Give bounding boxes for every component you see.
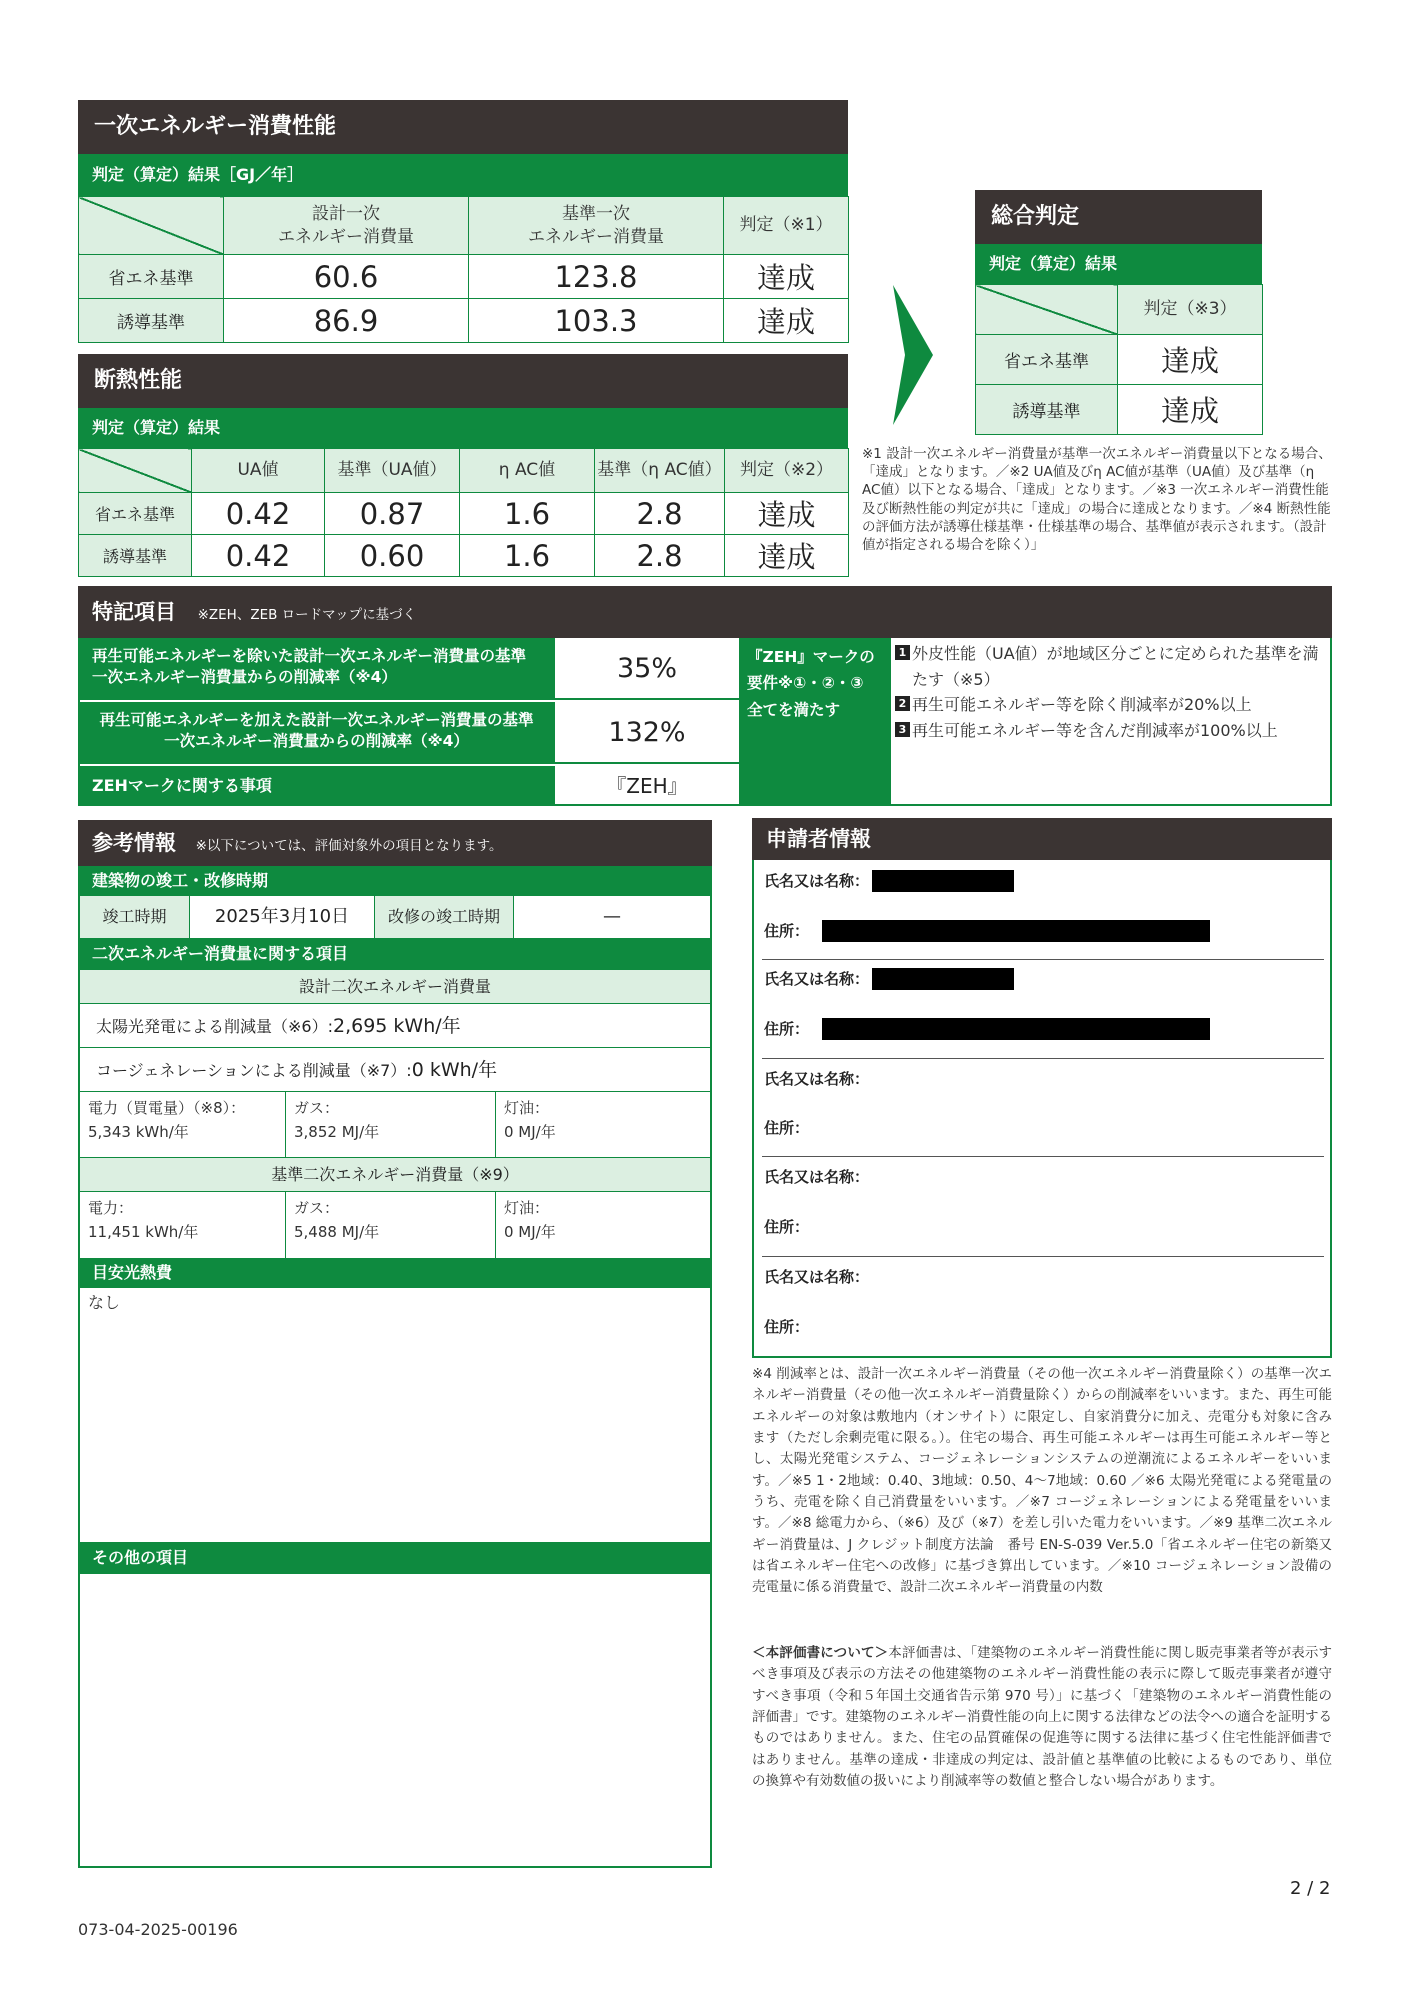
reference-title-bar: [78, 820, 712, 866]
requirement-2: 再生可能エネルギー等を除く削減率が20%以上: [912, 695, 1252, 715]
about-block: [752, 1643, 1332, 1792]
reference-title: 参考情報: [92, 831, 176, 855]
design-elec-value: 5,343 kWh/年: [88, 1123, 189, 1141]
col-ua-std: 基準（UA値）: [325, 449, 460, 493]
divider: [762, 959, 1324, 960]
std-oil-label: 灯油：: [504, 1199, 550, 1217]
insulation-subtitle: 判定（算定）結果: [92, 418, 221, 437]
applicant-1-address-redacted: [822, 920, 1210, 942]
completion-value: 2025年3月10日: [214, 906, 350, 927]
overall-subtitle: 判定（算定）結果: [989, 254, 1118, 273]
overall-title: 総合判定: [991, 204, 1080, 229]
applicant-4-address-label: 住所：: [764, 1218, 810, 1236]
notes-bottom: ※4 削減率とは、設計一次エネルギー消費量（その他一次エネルギー消費量除く）の基準一次エネルギー消費量（その他一次エネルギー消費量除く）からの削減率をいいます。また、再生可能エネルギーの対象は敷地内（オンサイト）に限定し、自家消費分に加え、売電分も対象に含みます（ただし余剰売電に限る。）。住宅の場合、再生可能エネルギーは再生可能エネルギー等とし、太陽光発電システム、コージェネレーションシステムの逆潮流によるエネルギーをいいます。／※5 1・2地域：0.40、3地域：0.50、4～7地域：0.60 ／※6 太陽光発電による発電量のうち、売電を除く自己消費量をいいます。／※7 コージェネレーションによる発電量をいいます。／※8 総電力から、（※6）及び（※7）を差し引いた電力をいいます。／※9 基準二次エネルギー消費量は、J クレジット制度方法論 番号 EN-S-039 Ver.5.0「省エネルギー住宅の新築又は省エネルギー住宅への改修」に基づき算出しています。／※10 コージェネレーション設備の売電量に係る消費量で、設計二次エネルギー消費量の内数: [752, 1366, 1332, 1596]
table-row: [976, 335, 1263, 385]
number-1-icon: 1: [895, 645, 910, 660]
special-title: 特記項目: [92, 600, 176, 624]
judge-value: 達成: [1118, 385, 1263, 435]
insulation-subtitle-bar: [78, 408, 848, 448]
about-title: ＜本評価書について＞: [752, 1645, 889, 1661]
applicant-1-name-label: 氏名又は名称：: [764, 872, 870, 890]
judge-value: 達成: [1118, 335, 1263, 385]
table-row: [79, 255, 849, 299]
eta-std-value: 2.8: [595, 493, 725, 535]
std-gas-cell: [286, 1192, 496, 1258]
table-row: [79, 535, 849, 577]
std-oil-value: 0 MJ/年: [504, 1223, 556, 1241]
applicant-5-address-label: 住所：: [764, 1318, 810, 1336]
eta-value: 1.6: [460, 535, 595, 577]
row-label: 誘導基準: [79, 299, 224, 343]
design-value: 86.9: [224, 299, 469, 343]
heat-cost-value: なし: [88, 1293, 121, 1312]
std-gas-value: 5,488 MJ/年: [294, 1223, 380, 1241]
completion-label: 竣工時期: [80, 896, 190, 938]
applicant-3-name-label: 氏名又は名称：: [764, 1070, 870, 1088]
primary-energy-subtitle-bar: [78, 154, 848, 196]
special-title-bar: [78, 586, 1332, 638]
design-gas-cell: [286, 1092, 496, 1158]
applicant-2-address-label: 住所：: [764, 1020, 810, 1038]
design-oil-label: 灯油：: [504, 1099, 550, 1117]
design-oil-cell: [496, 1092, 710, 1158]
row-label: 省エネ基準: [976, 335, 1118, 385]
design-oil-value: 0 MJ/年: [504, 1123, 556, 1141]
standard-value: 103.3: [469, 299, 724, 343]
design-gas-value: 3,852 MJ/年: [294, 1123, 380, 1141]
arrow-right-icon: [893, 285, 933, 425]
applicant-5-name-label: 氏名又は名称：: [764, 1268, 870, 1286]
other-header: その他の項目: [78, 1542, 712, 1574]
secondary-header: 二次エネルギー消費量に関する項目: [78, 938, 712, 970]
ua-value: 0.42: [192, 493, 325, 535]
col-design-primary: 設計一次 エネルギー消費量: [224, 197, 469, 255]
col-judge-primary: 判定（※1）: [724, 197, 849, 255]
cogen-label: コージェネレーションによる削減量（※7）:: [96, 1061, 412, 1080]
design-gas-label: ガス：: [294, 1099, 340, 1117]
col-judge-insulation: 判定（※2）: [725, 449, 849, 493]
table-row: [79, 299, 849, 343]
judge-value: 達成: [724, 255, 849, 299]
std-elec-label: 電力：: [88, 1199, 134, 1217]
divider: [762, 1156, 1324, 1157]
applicant-title: 申請者情報: [766, 827, 871, 851]
special-row2-value: 132%: [555, 702, 739, 764]
primary-energy-table: [78, 196, 849, 343]
design-secondary-label: 設計二次エネルギー消費量: [80, 970, 710, 1004]
col-ua: UA値: [192, 449, 325, 493]
row-label: 誘導基準: [79, 535, 192, 577]
diagonal-corner-cell: [79, 197, 224, 255]
ua-std-value: 0.87: [325, 493, 460, 535]
table-row: [976, 385, 1263, 435]
number-3-icon: 3: [895, 722, 910, 737]
completion-header: 建築物の竣工・改修時期: [78, 866, 712, 896]
design-elec-cell: [80, 1092, 286, 1158]
design-value: 60.6: [224, 255, 469, 299]
number-2-icon: 2: [895, 696, 910, 711]
std-elec-value: 11,451 kWh/年: [88, 1223, 199, 1241]
row-label: 省エネ基準: [79, 255, 224, 299]
ua-std-value: 0.60: [325, 535, 460, 577]
judge-value: 達成: [725, 535, 849, 577]
notes-top: ※1 設計一次エネルギー消費量が基準一次エネルギー消費量以下となる場合、「達成」となります。／※2 UA値及びη AC値が基準（UA値）及び基準（η AC値）以下となる場合、「達成」となります。／※3 一次エネルギー消費性能及び断熱性能の判定が共に「達成」の場合に達成となります。／※4 断熱性能の評価方法が誘導仕様基準・仕様基準の場合、基準値が表示されます。（設計値が指定される場合を除く）」: [862, 446, 1332, 554]
std-elec-cell: [80, 1192, 286, 1258]
applicant-1-name-redacted: [872, 870, 1014, 892]
special-row3-label: ZEHマークに関する事項: [78, 766, 555, 806]
page-number: 2 / 2: [1290, 1878, 1331, 1899]
std-oil-cell: [496, 1192, 710, 1258]
col-judge-overall: 判定（※3）: [1118, 285, 1263, 335]
zeh-mark-label: 『ZEH』マークの要件※①・②・③ 全てを満たす: [739, 638, 891, 806]
overall-table: [975, 284, 1263, 435]
special-row3-value: 『ZEH』: [606, 774, 688, 798]
special-row2-label: 再生可能エネルギーを加えた設計一次エネルギー消費量の基準一次エネルギー消費量からの削減率（※4）: [78, 702, 555, 764]
applicant-title-bar: [752, 818, 1332, 860]
cogen-value: 0 kWh/年: [411, 1059, 498, 1081]
applicant-4-name-label: 氏名又は名称：: [764, 1168, 870, 1186]
judge-value: 達成: [724, 299, 849, 343]
judge-value: 達成: [725, 493, 849, 535]
insulation-title: 断熱性能: [94, 368, 183, 393]
applicant-2-address-redacted: [822, 1018, 1210, 1040]
applicant-2-name-label: 氏名又は名称：: [764, 970, 870, 988]
applicant-3-address-label: 住所：: [764, 1119, 810, 1137]
table-row: [79, 493, 849, 535]
applicant-2-name-redacted: [872, 968, 1014, 990]
solar-value: 2,695 kWh/年: [332, 1015, 461, 1037]
ua-value: 0.42: [192, 535, 325, 577]
diagonal-corner-cell: [79, 449, 192, 493]
renovation-label: 改修の竣工時期: [374, 896, 514, 938]
reference-note: ※以下については、評価対象外の項目となります。: [195, 838, 503, 854]
solar-label: 太陽光発電による削減量（※6）:: [96, 1017, 333, 1036]
eta-value: 1.6: [460, 493, 595, 535]
row-label: 誘導基準: [976, 385, 1118, 435]
col-standard-primary: 基準一次 エネルギー消費量: [469, 197, 724, 255]
heat-cost-header: 目安光熱費: [78, 1258, 712, 1288]
insulation-title-bar: [78, 354, 848, 408]
divider: [762, 1256, 1324, 1257]
applicant-1-address-label: 住所：: [764, 922, 810, 940]
cogen-row: [80, 1048, 710, 1092]
standard-secondary-label: 基準二次エネルギー消費量（※9）: [80, 1158, 710, 1192]
about-text: 本評価書は、「建築物のエネルギー消費性能に関し販売事業者等が表示すべき事項及び表示の方法その他建築物のエネルギー消費性能の表示に際して販売事業者が遵守すべき事項（令和５年国土交通省告示第 970 号）」に基づく「建築物のエネルギー消費性能の評価書」です。建築物のエネルギー消費性能の向上に関する法律などの法令への適合を証明するものではありません。また、住宅の品質確保の促進等に関する法律に基づく住宅性能評価書ではありません。基準の達成・非達成の判定は、設計値と基準値の比較によるものであり、単位の換算や有効数値の扱いにより削減率等の数値と整合しない場合があります。: [752, 1645, 1333, 1789]
diagonal-corner-cell: [976, 285, 1118, 335]
solar-row: [80, 1004, 710, 1048]
insulation-table: [78, 448, 849, 577]
col-eta: η AC値: [460, 449, 595, 493]
overall-title-bar: [975, 190, 1262, 244]
zeh-requirements: [895, 641, 1329, 743]
renovation-value: —: [603, 906, 621, 927]
overall-subtitle-bar: [975, 244, 1262, 284]
divider: [762, 1058, 1324, 1059]
doc-number: 073-04-2025-00196: [78, 1920, 238, 1939]
special-note: ※ZEH、ZEB ロードマップに基づく: [197, 607, 417, 623]
primary-energy-title-bar: [78, 100, 848, 154]
eta-std-value: 2.8: [595, 535, 725, 577]
requirement-3: 再生可能エネルギー等を含んだ削減率が100%以上: [912, 720, 1278, 740]
standard-value: 123.8: [469, 255, 724, 299]
row-label: 省エネ基準: [79, 493, 192, 535]
requirement-1: 外皮性能（UA値）が地域区分ごとに定められた基準を満たす（※5）: [912, 644, 1319, 689]
std-gas-label: ガス：: [294, 1199, 340, 1217]
primary-energy-title: 一次エネルギー消費性能: [94, 114, 337, 139]
primary-energy-subtitle: 判定（算定）結果［GJ／年］: [92, 165, 304, 184]
design-elec-label: 電力（買電量）（※8）：: [88, 1099, 246, 1117]
special-row1-value: 35%: [555, 638, 739, 700]
special-row1-label: 再生可能エネルギーを除いた設計一次エネルギー消費量の基準一次エネルギー消費量からの削減率（※4）: [78, 638, 555, 700]
col-eta-std: 基準（η AC値）: [595, 449, 725, 493]
